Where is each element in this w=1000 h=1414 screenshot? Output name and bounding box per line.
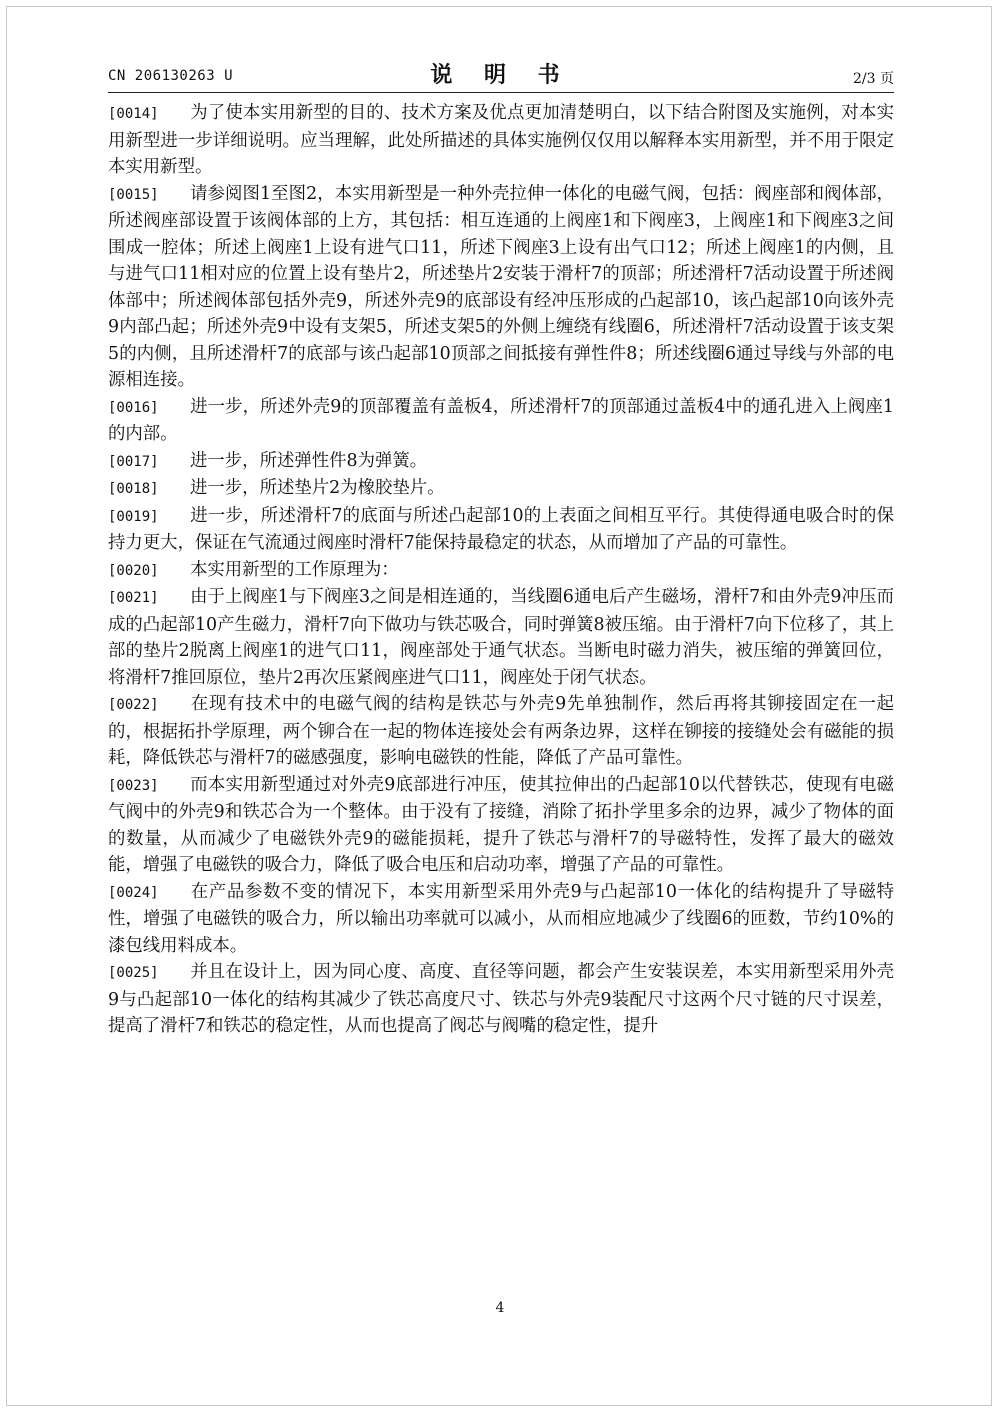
- paragraph-number: [0022]: [108, 697, 159, 713]
- paragraph-text: 进一步，所述垫片2为橡胶垫片。: [190, 478, 445, 498]
- paragraph-text: 进一步，所述弹性件8为弹簧。: [190, 450, 428, 471]
- paragraph-number: [0015]: [108, 186, 159, 203]
- paragraph-text: 在产品参数不变的情况下，本实用新型采用外壳9与凸起部10一体化的结构提升了导磁特性，增强了电磁铁的吸合力，所以输出功率就可以减小，从而相应地减少了线圈6的匝数，节约10%的漆包线用料成本。: [108, 881, 894, 956]
- paragraph-0017: [108, 448, 894, 476]
- paragraph-number: [0021]: [108, 590, 159, 606]
- header-divider: [108, 92, 894, 93]
- paragraph-number: [0017]: [108, 453, 159, 470]
- paragraph-text: 为了使本实用新型的目的、技术方案及优点更加清楚明白，以下结合附图及实施例，对本实用新型进一步详细说明。应当理解，此处所描述的具体实施例仅仅用以解释本实用新型，并不用于限定本实用新型。: [108, 103, 894, 177]
- page-header: [108, 58, 894, 88]
- paragraph-0016: [108, 394, 894, 448]
- paragraph-0019: [108, 503, 894, 557]
- paragraph-text: 本实用新型的工作原理为：: [190, 559, 399, 580]
- paragraph-0020: [108, 557, 894, 585]
- paragraph-0023: [108, 772, 894, 879]
- paragraph-text: 在现有技术中的电磁气阀的结构是铁芯与外壳9先单独制作，然后再将其铆接固定在一起的，根据拓扑学原理，两个铆合在一起的物体连接处会有两条边界，这样在铆接的接缝处会有磁能的损耗，降低铁芯与滑杆7的磁感强度，影响电磁铁的性能，降低了产品可靠性。: [108, 694, 894, 768]
- document-title: 说 明 书: [430, 63, 572, 88]
- paragraph-0018: [108, 475, 894, 503]
- paragraph-number: [0020]: [108, 562, 159, 579]
- paragraph-text: 进一步，所述滑杆7的底面与所述凸起部10的上表面之间相互平行。其使得通电吸合时的保持力更大，保证在气流通过阀座时滑杆7能保持最稳定的状态，从而增加了产品的可靠性。: [108, 505, 894, 553]
- paragraph-number: [0019]: [108, 508, 159, 525]
- paragraph-0022: [108, 691, 894, 772]
- paragraph-number: [0024]: [108, 884, 159, 901]
- paragraph-number: [0014]: [108, 106, 159, 122]
- paragraph-number: [0025]: [108, 965, 159, 981]
- paragraph-text: 进一步，所述外壳9的顶部覆盖有盖板4，所述滑杆7的顶部通过盖板4中的通孔进入上阀座1的内部。: [108, 396, 894, 444]
- paragraph-0015: [108, 181, 894, 394]
- document-body: [108, 100, 894, 1040]
- paragraph-number: [0023]: [108, 777, 159, 794]
- paragraph-number: [0016]: [108, 399, 159, 416]
- paragraph-text: 而本实用新型通过对外壳9底部进行冲压，使其拉伸出的凸起部10以代替铁芯，使现有电磁气阀中的外壳9和铁芯合为一个整体。由于没有了接缝，消除了拓扑学里多余的边界，减少了物体的面的数量，从而减少了电磁铁外壳9的磁能损耗，提升了铁芯与滑杆7的导磁特性，发挥了最大的磁效能，增强了电磁铁的吸合力，降低了吸合电压和启动功率，增强了产品的可靠性。: [108, 774, 894, 875]
- page-indicator: 2/3 页: [853, 71, 894, 87]
- page-number: 4: [495, 1300, 505, 1316]
- paragraph-0021: [108, 584, 894, 691]
- paragraph-0014: [108, 100, 894, 181]
- paragraph-number: [0018]: [108, 481, 159, 497]
- paragraph-text: 请参阅图1至图2，本实用新型是一种外壳拉伸一体化的电磁气阀，包括：阀座部和阀体部，所述阀座部设置于该阀体部的上方，其包括：相互连通的上阀座1和下阀座3，上阀座1和下阀座3之间围成一腔体；所述上阀座1上设有进气口11，所述下阀座3上设有出气口12；所述上阀座1的内侧，且与进气口11相对应的位置上设有垫片2，所述垫片2安装于滑杆7的顶部；所述滑杆7活动设置于所述阀体部中；所述阀体部包括外壳9，所述外壳9的底部设有经冲压形成的凸起部10，该凸起部10向该外壳9内部凸起；所述外壳9中设有支架5，所述支架5的外侧上缠绕有线圈6，所述滑杆7活动设置于该支架5的内侧，且所述滑杆7的底部与该凸起部10顶部之间抵接有弹性件8；所述线圈6通过导线与外部的电源相连接。: [108, 183, 894, 390]
- patent-number: CN 206130263 U: [108, 68, 234, 84]
- paragraph-0025: [108, 959, 894, 1040]
- paragraph-text: 由于上阀座1与下阀座3之间是相连通的，当线圈6通电后产生磁场，滑杆7和由外壳9冲压而成的凸起部10产生磁力，滑杆7向下做功与铁芯吸合，同时弹簧8被压缩。由于滑杆7向下位移了，其上部的垫片2脱离上阀座1的进气口11，阀座部处于通气状态。当断电时磁力消失，被压缩的弹簧回位，将滑杆7推回原位，垫片2再次压紧阀座进气口11，阀座处于闭气状态。: [108, 587, 894, 688]
- paragraph-0024: [108, 879, 894, 960]
- paragraph-text: 并且在设计上，因为同心度、高度、直径等问题，都会产生安装误差，本实用新型采用外壳9与凸起部10一体化的结构其减少了铁芯高度尺寸、铁芯与外壳9装配尺寸这两个尺寸链的尺寸误差，提高了滑杆7和铁芯的稳定性，从而也提高了阀芯与阀嘴的稳定性，提升: [108, 962, 894, 1036]
